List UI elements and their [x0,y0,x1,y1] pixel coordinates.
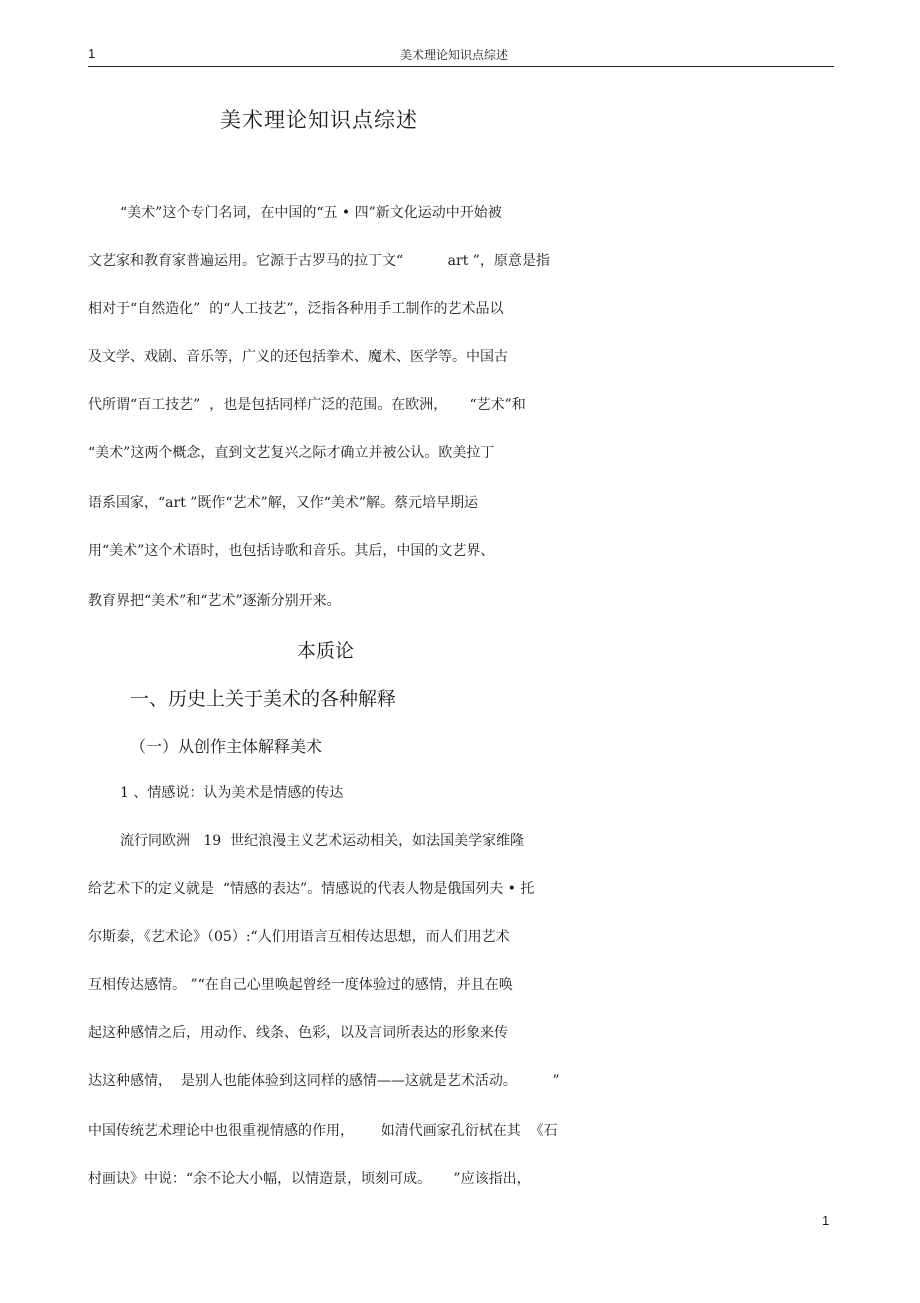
intro-line: 代所谓“百工技艺” ，也是包括同样广泛的范围。在欧洲， “艺术”和 [88,397,526,413]
header-rule [88,66,834,67]
intro-line: 及文学、戏剧、音乐等，广义的还包括拳术、魔术、医学等。中国古 [88,349,508,365]
intro-line: “美术”这个专门名词，在中国的“五 • 四”新文化运动中开始被 [120,205,502,221]
footer-page-number: 1 [822,1213,830,1228]
intro-line: 相对于“自然造化” 的“人工技艺”，泛指各种用手工制作的艺术品以 [88,301,504,317]
document-title: 美术理论知识点综述 [220,108,418,132]
intro-line: 教育界把“美术”和“艺术”逐渐分别开来。 [88,593,341,609]
heading-subsection: （一）从创作主体解释美术 [130,737,323,756]
heading-item: 1 、情感说：认为美术是情感的传达 [120,785,344,801]
intro-line: 语系国家，“art ”既作“艺术”解，又作“美术”解。蔡元培早期运 [88,495,479,511]
heading-main: 本质论 [297,640,355,662]
body-line: 给艺术下的定义就是 “情感的表达”。情感说的代表人物是俄国列夫 • 托 [88,881,535,897]
intro-line: 文艺家和教育家普遍运用。它源于古罗马的拉丁文“ art ”，原意是指 [88,253,550,269]
header-page-number: 1 [88,46,96,61]
body-line: 尔斯泰，《艺术论》（05）:“人们用语言互相传达思想，而人们用艺术 [88,929,510,945]
intro-line: 用“美术”这个术语时，也包括诗歌和音乐。其后，中国的文艺界、 [88,543,495,559]
body-line: 中国传统艺术理论中也很重视情感的作用， 如清代画家孔衍栻在其 《石 [88,1123,558,1139]
body-line: 村画诀》中说：“余不论大小幅，以情造景，顷刻可成。 ”应该指出， [88,1171,531,1187]
intro-line: “美术”这两个概念，直到文艺复兴之际才确立并被公认。欧美拉丁 [88,445,495,461]
body-line: 流行同欧洲 19 世纪浪漫主义艺术运动相关，如法国美学家维隆 [120,833,525,849]
body-line: 起这种感情之后，用动作、线条、色彩，以及言词所表达的形象来传 [88,1025,508,1041]
header-title: 美术理论知识点综述 [400,48,509,62]
heading-section: 一、历史上关于美术的各种解释 [130,688,397,710]
body-line: 达这种感情， 是别人也能体验到这同样的感情——这就是艺术活动。 ” [88,1073,560,1089]
body-line: 互相传达感情。 ”“在自己心里唤起曾经一度体验过的感情，并且在唤 [88,977,513,993]
